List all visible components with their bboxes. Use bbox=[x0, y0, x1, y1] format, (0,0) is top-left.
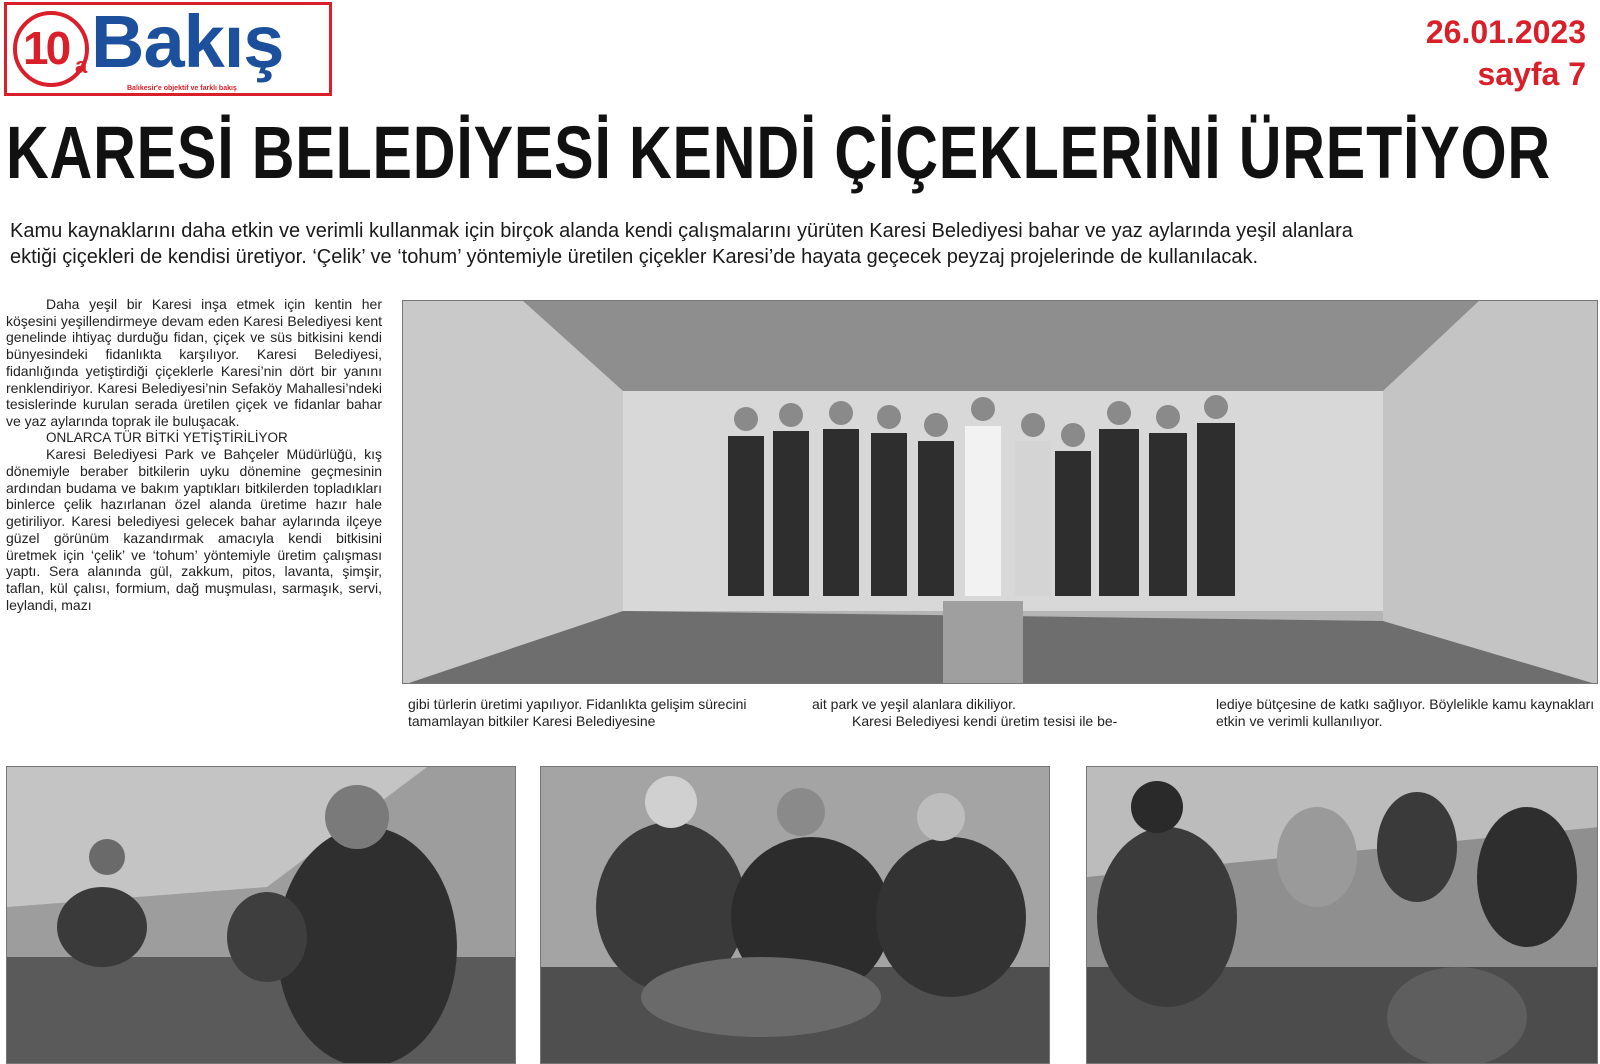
logo-number: 10 bbox=[23, 22, 69, 74]
photo-workers-planting bbox=[6, 766, 516, 1064]
headline-text: KARESİ BELEDİYESİ KENDİ ÇİÇEKLERİNİ ÜRETİYOR bbox=[6, 111, 1551, 194]
body-paragraph: Daha yeşil bir Karesi inşa etmek için kentin her köşesini yeşillendirmeye devam eden Karesi Belediyesi kent genelinde ihtiyaç durduğu fidan, çiçek ve süs bitkisini kendi bünyesindeki fidanlıkta karşılıyor. Karesi Belediyesi, fidanlığında yetiştirdiği çiçeklerle Karesi’nin dört bir yanını renklendiriyor. Karesi Belediyesi’nin Sefaköy Mahallesi’ndeki tesislerinde kurulan serada üretilen çiçek ve fidanlar bahar ve yaz aylarında toprak ile buluşacak. bbox=[6, 296, 382, 429]
logo-number-badge bbox=[13, 11, 89, 87]
body-column-left bbox=[6, 296, 382, 613]
photo-workers-seedbed bbox=[1086, 766, 1598, 1064]
body-paragraph: Karesi Belediyesi kendi üretim tesisi ile be- bbox=[852, 712, 1118, 729]
body-paragraph: gibi türlerin üretimi yapılıyor. Fidanlıkta gelişim sürecini tamamlayan bitkiler Karesi Belediyesine bbox=[408, 696, 747, 729]
logo-suffix: a bbox=[75, 53, 88, 78]
subheading: ONLARCA TÜR BİTKİ YETİŞTİRİLİYOR bbox=[46, 429, 288, 445]
body-column-3 bbox=[812, 696, 1192, 729]
workers-seedbed-photo-icon bbox=[1087, 767, 1598, 1064]
main-photo bbox=[402, 300, 1598, 684]
logo-word: Bakış bbox=[91, 0, 284, 83]
body-paragraph: Karesi Belediyesi Park ve Bahçeler Müdürlüğü, kış dönemiyle beraber bitkilerin uyku dönemine geçmesinin ardından budama ve bakım yaptıkları bitkilerden topladıkları binlerce çelik hazırlanan özel alanda üretime hazır hale getiriliyor. Karesi belediyesi gelecek bahar aylarında ilçeye güzel görünüm kazandırmak amacıyla kendi bitkisini üretmek için ‘çelik’ ve ‘tohum’ yöntemiyle üretim çalışması yaptı. Sera alanında gül, zakkum, pitos, lavanta, şimşir, taflan, kül çalısı, formium, dağ muşmulası, sarmaşık, servi, leylandi, mazı bbox=[6, 446, 382, 613]
greenhouse-photo-icon bbox=[403, 301, 1598, 684]
lead-line-1: Kamu kaynaklarını daha etkin ve verimli kullanmak için birçok alanda kendi çalışmalarını yürüten Karesi Belediyesi bahar ve yaz aylarında yeşil alanlara bbox=[10, 220, 1353, 242]
page-number: sayfa 7 bbox=[1477, 56, 1586, 92]
lead-line-2: ektiği çiçekleri de kendisi üretiyor. ‘Çelik’ ve ‘tohum’ yöntemiyle üretilen çiçekler Karesi’de hayata geçecek peyzaj projelerinde de kullanılacak. bbox=[10, 246, 1259, 268]
issue-date: 26.01.2023 bbox=[1425, 14, 1586, 50]
headline bbox=[6, 108, 1596, 198]
logo-tagline: Balıkesir'e objektif ve farklı bakış bbox=[127, 85, 237, 92]
women-holding-cuttings-photo-icon bbox=[541, 767, 1050, 1064]
body-paragraph: lediye bütçesine de katkı sağlıyor. Böylelikle kamu kaynakları etkin ve verimli kullanılıyor. bbox=[1216, 696, 1595, 729]
article-lead bbox=[10, 218, 1592, 270]
photo-women-cuttings bbox=[540, 766, 1050, 1064]
body-paragraph: ait park ve yeşil alanlara dikiliyor. bbox=[812, 696, 1016, 712]
workers-planting-photo-icon bbox=[7, 767, 516, 1064]
body-column-4 bbox=[1216, 696, 1596, 729]
newspaper-logo bbox=[4, 2, 332, 96]
body-column-2 bbox=[408, 696, 792, 729]
